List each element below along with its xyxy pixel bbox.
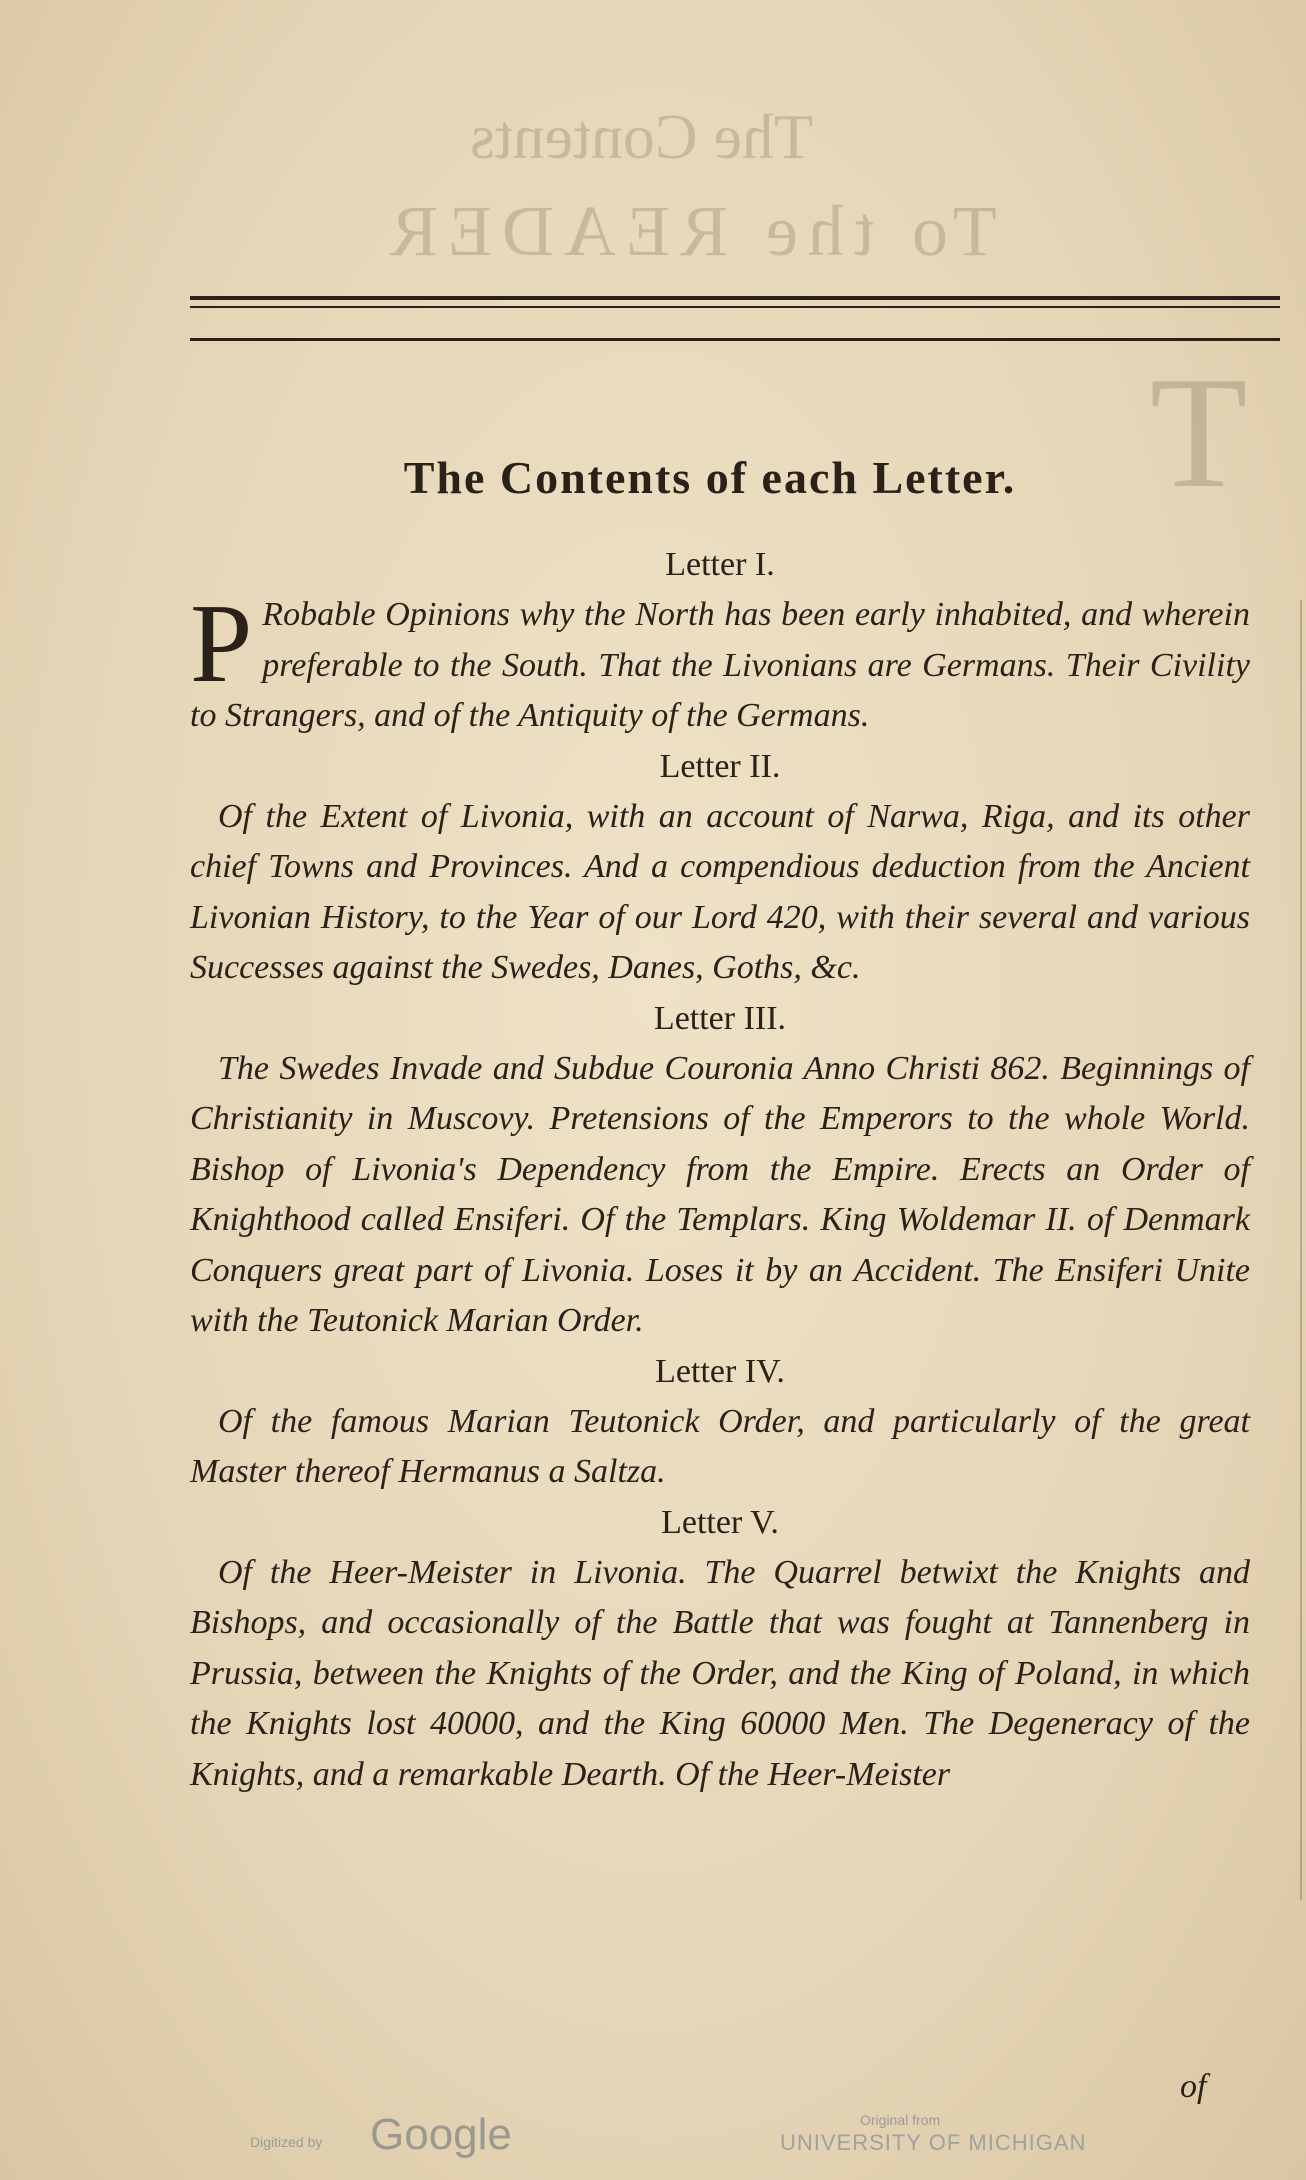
digitized-by-label: Digitized by	[250, 2134, 323, 2150]
letter-5-summary: Of the Heer-Meister in Livonia. The Quarrel betwixt the Knights and Bishops, and occasionally of the Battle that was fought at Tannenberg in Prussia, between the Knights of the Order, and the King of Poland, in which the Knights lost 40000, and the King 60000 Men. The Degeneracy of the Knights, and a remarkable Dearth. Of the Heer-Meister	[190, 1553, 1250, 1793]
top-rule-thin	[190, 306, 1280, 308]
letter-5-heading: Letter V.	[661, 1503, 779, 1541]
header-rule	[190, 338, 1280, 341]
letter-1-section	[190, 540, 1250, 742]
letter-4-section	[190, 1347, 1250, 1498]
original-from-label: Original from	[860, 2112, 941, 2128]
letter-1-heading: Letter I.	[665, 546, 775, 583]
top-rule	[190, 296, 1280, 300]
drop-cap: P	[190, 582, 253, 706]
bleed-through-reader: To the READER	[380, 191, 997, 271]
google-watermark: Google	[370, 2110, 512, 2159]
letter-2-heading: Letter II.	[659, 747, 781, 785]
bleed-through-heading: The Contents	[470, 101, 814, 172]
letter-1-summary	[190, 582, 1250, 742]
letter-3-section	[190, 994, 1250, 1347]
letter-4-summary: Of the famous Marian Teutonick Order, and particularly of the great Master thereof Hermanus a Saltza.	[190, 1402, 1250, 1490]
letter-2-section	[190, 742, 1250, 994]
letter-3-summary: The Swedes Invade and Subdue Couronia Anno Christi 862. Beginnings of Christianity in Muscovy. Pretensions of the Emperors to the whole World. Bishop of Livonia's Dependency from the Empire. Erects an Order of Knighthood called Ensiferi. Of the Templars. King Woldemar II. of Denmark Conquers great part of Livonia. Loses it by an Accident. The Ensiferi Unite with the Teutonick Marian Order.	[190, 1049, 1250, 1339]
letter-5-section	[190, 1498, 1250, 1801]
contents-list	[190, 540, 1250, 1800]
page-edge	[1290, 600, 1302, 1900]
letter-4-heading: Letter IV.	[655, 1352, 785, 1390]
letter-3-heading: Letter III.	[653, 999, 787, 1037]
catchword: of	[1180, 2068, 1207, 2105]
page-title: The Contents of each Letter.	[403, 451, 1017, 503]
letter-2-summary: Of the Extent of Livonia, with an account of Narwa, Riga, and its other chief Towns and Provinces. And a compendious deduction from the Ancient Livonian History, to the Year of our Lord 420, with their several and various Successes against the Swedes, Danes, Goths, &c.	[190, 797, 1250, 986]
bleed-through-dropcap: T	[1150, 343, 1248, 521]
university-watermark: UNIVERSITY OF MICHIGAN	[780, 2130, 1087, 2155]
letter-1-text: Robable Opinions why the North has been early inhabited, and wherein preferable to the South. That the Livonians are Germans. Their Civility to Strangers, and of the Antiquity of the Germans.	[190, 596, 1250, 734]
